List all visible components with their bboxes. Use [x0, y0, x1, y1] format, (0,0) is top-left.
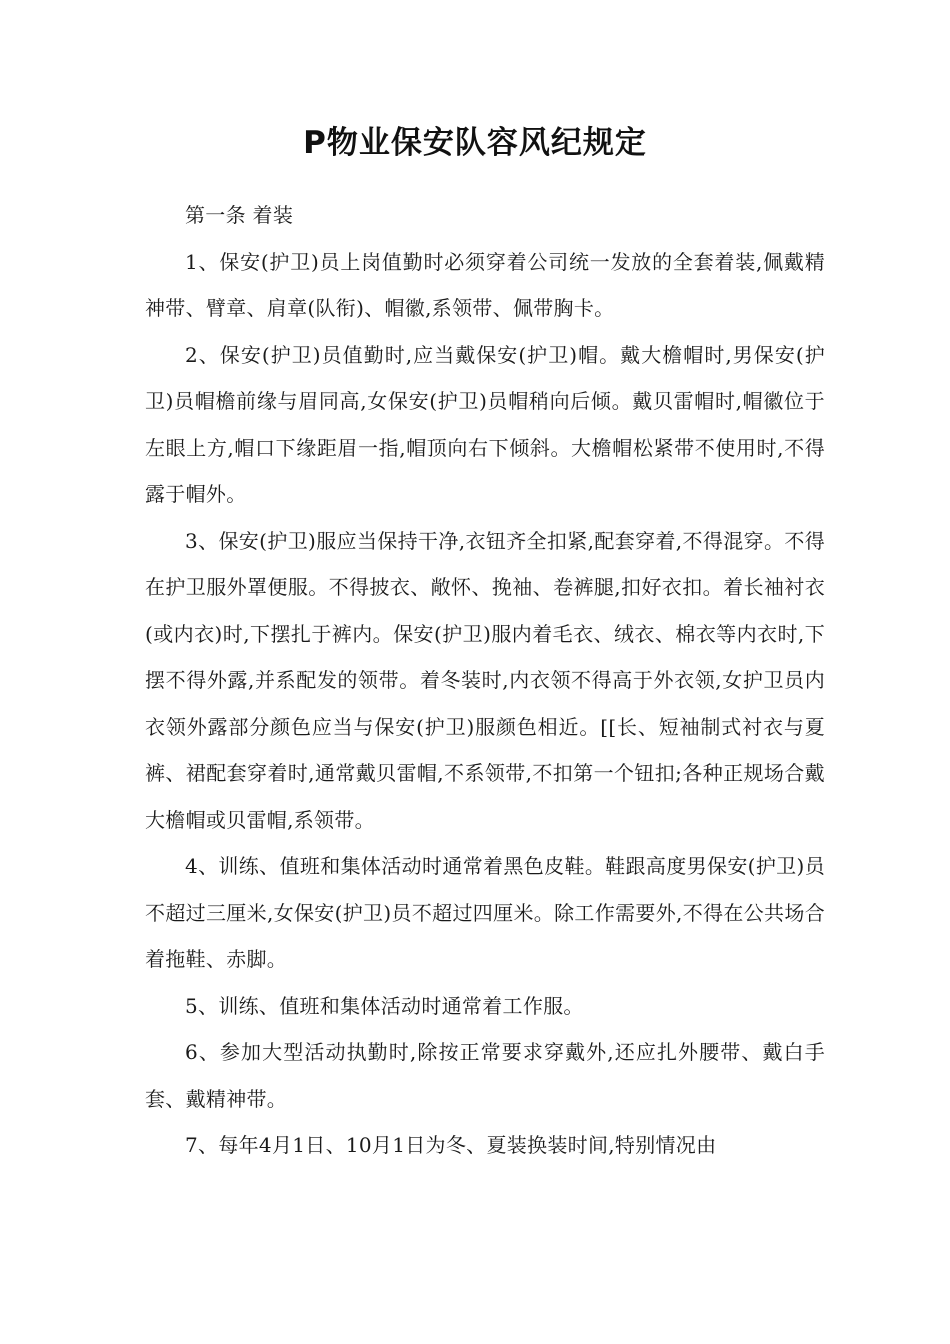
paragraph-4: 4、训练、值班和集体活动时通常着黑色皮鞋。鞋跟高度男保安(护卫)员不超过三厘米,女保安(护卫)员不超过四厘米。除工作需要外,不得在公共场合着拖鞋、赤脚。	[145, 854, 825, 971]
paragraph-2: 2、保安(护卫)员值勤时,应当戴保安(护卫)帽。戴大檐帽时,男保安(护卫)员帽檐前缘与眉同高,女保安(护卫)员帽稍向后倾。戴贝雷帽时,帽徽位于左眼上方,帽口下缘距眉一指,帽顶向右下倾斜。大檐帽松紧带不使用时,不得露于帽外。	[145, 342, 825, 506]
section-heading: 第一条 着装	[185, 203, 294, 227]
paragraph-5: 5、训练、值班和集体活动时通常着工作服。	[185, 993, 584, 1018]
paragraph-6: 6、参加大型活动执勤时,除按正常要求穿戴外,还应扎外腰带、戴白手套、戴精神带。	[145, 1040, 825, 1111]
document-title: P物业保安队容风纪规定	[303, 125, 647, 161]
paragraph-1: 1、保安(护卫)员上岗值勤时必须穿着公司统一发放的全套着装,佩戴精神带、臂章、肩章(队衔)、帽徽,系领带、佩带胸卡。	[145, 249, 825, 320]
paragraph-3: 3、保安(护卫)服应当保持干净,衣钮齐全扣紧,配套穿着,不得混穿。不得在护卫服外罩便服。不得披衣、敞怀、挽袖、卷裤腿,扣好衣扣。着长袖衬衣(或内衣)时,下摆扎于裤内。保安(护卫)服内着毛衣、绒衣、棉衣等内衣时,下摆不得外露,并系配发的领带。着冬装时,内衣领不得高于外衣领,女护卫员内衣领外露部分颜色应当与保安(护卫)服颜色相近。[[长、短袖制式衬衣与夏裤、裙配套穿着时,通常戴贝雷帽,不系领带,不扣第一个钮扣;各种正规场合戴大檐帽或贝雷帽,系领带。	[145, 528, 825, 832]
paragraph-7: 7、每年4月1日、10月1日为冬、夏装换装时间,特别情况由	[185, 1133, 717, 1157]
document-body	[145, 192, 825, 1169]
